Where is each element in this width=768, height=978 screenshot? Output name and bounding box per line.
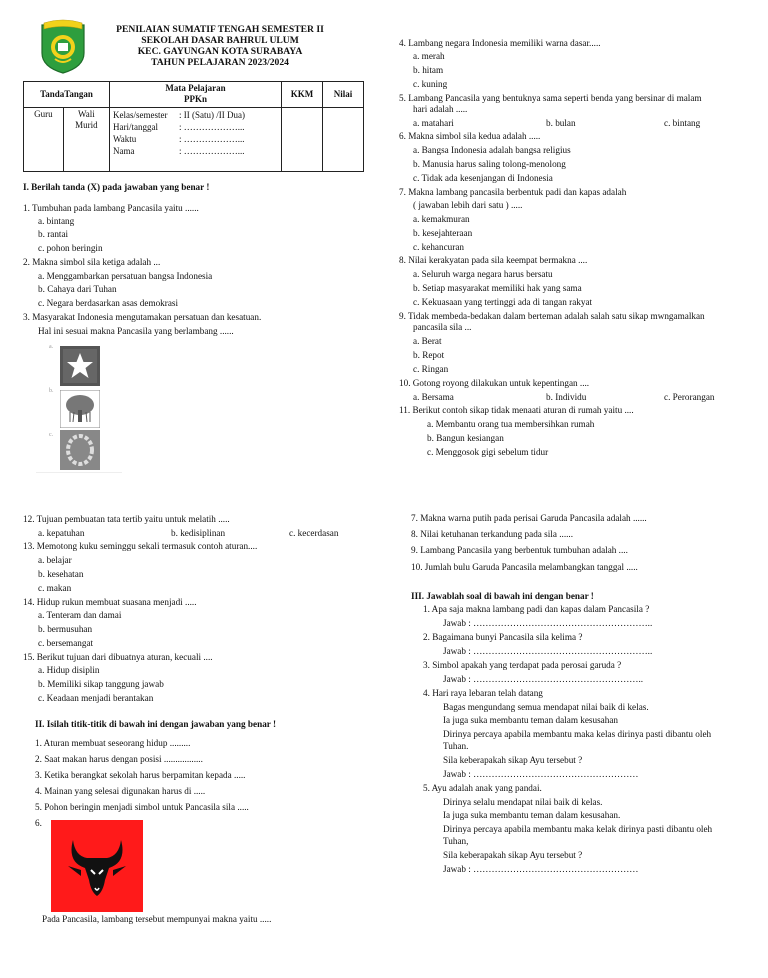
q2-option-c: c. Negara berdasarkan asas demokrasi bbox=[38, 298, 179, 308]
question-11: 11. Berikut contoh sikap tidak menaati aturan di rumah yaitu .... bbox=[399, 405, 634, 415]
s2-item-4: 4. Mainan yang selesai digunakan harus di ..... bbox=[35, 786, 206, 796]
q12-option-c: c. kecerdasan bbox=[289, 528, 339, 538]
question-7-line-2: ( jawaban lebih dari satu ) ..... bbox=[413, 200, 523, 210]
col-subject: Mata Pelajaran PPKn bbox=[110, 82, 282, 108]
row-date: Hari/tanggal : ………………... bbox=[113, 121, 245, 132]
s2-item-5: 5. Pohon beringin menjadi simbol untuk Pancasila sila ..... bbox=[35, 802, 249, 812]
chain-icon bbox=[60, 430, 100, 470]
q7-option-a: a. kemakmuran bbox=[413, 214, 470, 224]
q9-option-b: b. Repot bbox=[413, 350, 445, 360]
s3-q5-line-5: Tuhan, bbox=[443, 836, 469, 846]
cell-kkm-value bbox=[282, 107, 323, 171]
row-class: Kelas/semester : II (Satu) /II Dua) bbox=[113, 109, 245, 120]
q11-option-c: c. Menggosok gigi sebelum tidur bbox=[427, 447, 549, 457]
s3-q5-answer: Jawab : ……………………………………………… bbox=[443, 864, 639, 874]
q3-image-label-c: c. bbox=[49, 432, 54, 438]
q1-option-a: a. bintang bbox=[38, 216, 75, 226]
q11-option-a: a. Membantu orang tua membersihkan rumah bbox=[427, 419, 595, 429]
section-2-title: II. Isilah titik-titik di bawah ini dengan jawaban yang benar ! bbox=[35, 719, 277, 729]
question-7: 7. Makna lambang pancasila berbentuk padi dan kapas adalah bbox=[399, 187, 627, 197]
q12-option-a: a. kepatuhan bbox=[38, 528, 85, 538]
question-9-line-2: pancasila sila ... bbox=[413, 322, 472, 332]
cell-score-value bbox=[323, 107, 364, 171]
header-line-1: PENILAIAN SUMATIF TENGAH SEMESTER II bbox=[116, 24, 324, 35]
s3-q5-line-6: Sila keberapakah sikap Ayu tersebut ? bbox=[443, 850, 583, 860]
s3-q4-line-3: Ia juga suka membantu teman dalam kesusahan bbox=[443, 715, 619, 725]
q8-option-b: b. Setiap masyarakat memiliki hak yang sama bbox=[413, 283, 582, 293]
row-name: Nama : ………………... bbox=[113, 145, 245, 156]
s3-q5: 5. Ayu adalah anak yang pandai. bbox=[423, 783, 542, 793]
q10-option-c: c. Perorangan bbox=[664, 392, 715, 402]
question-4: 4. Lambang negara Indonesia memiliki warna dasar..... bbox=[399, 38, 601, 48]
question-5: 5. Lambang Pancasila yang bentuknya sama seperti benda yang bersinar di malam bbox=[399, 93, 702, 103]
cell-guru: Guru bbox=[24, 107, 64, 171]
q4-option-b: b. hitam bbox=[413, 65, 444, 75]
q13-option-b: b. kesehatan bbox=[38, 569, 84, 579]
question-1: 1. Tumbuhan pada lambang Pancasila yaitu ...... bbox=[23, 203, 199, 213]
question-8: 8. Nilai kerakyatan pada sila keempat bermakna .... bbox=[399, 255, 588, 265]
s3-q4: 4. Hari raya lebaran telah datang bbox=[423, 688, 543, 698]
q15-option-b: b. Memiliki sikap tanggung jawab bbox=[38, 679, 164, 689]
section-3-title: III. Jawablah soal di bawah ini dengan benar ! bbox=[411, 591, 594, 601]
s3-q5-line-2: Dirinya selalu mendapat nilai baik di kelas. bbox=[443, 797, 603, 807]
question-3-line-2: Hal ini sesuai makna Pancasila yang berlambang ...... bbox=[38, 326, 234, 336]
question-15: 15. Berikut tujuan dari dibuatnya aturan, kecuali .... bbox=[23, 652, 213, 662]
q15-option-c: c. Keadaan menjadi berantakan bbox=[38, 693, 154, 703]
q13-option-a: a. belajar bbox=[38, 555, 72, 565]
q8-option-a: a. Seluruh warga negara harus bersatu bbox=[413, 269, 553, 279]
s3-q3: 3. Simbol apakah yang terdapat pada perosai garuda ? bbox=[423, 660, 622, 670]
s2-item-1: 1. Aturan membuat seseorang hidup ......... bbox=[35, 738, 191, 748]
question-5-line-2: hari adalah ..... bbox=[413, 104, 468, 114]
cell-student-info bbox=[110, 107, 282, 171]
row-time: Waktu : ………………... bbox=[113, 133, 245, 144]
col-kkm: KKM bbox=[282, 82, 323, 108]
question-9: 9. Tidak membeda-bedakan dalam berteman adalah salah satu sikap mwngamalkan bbox=[399, 311, 705, 321]
question-6: 6. Makna simbol sila kedua adalah ..... bbox=[399, 131, 541, 141]
q14-option-c: c. bersemangat bbox=[38, 638, 94, 648]
col-signature: TandaTangan bbox=[24, 82, 110, 108]
s2-item-6-caption: Pada Pancasila, lambang tersebut mempunyai makna yaitu ..... bbox=[42, 914, 272, 924]
s3-q4-line-2: Bagas mengundang semua mendapat nilai baik di kelas. bbox=[443, 702, 649, 712]
s3-q4-line-4: Dirinya percaya apabila membantu maka kelas dirinya pasti dibantu oleh bbox=[443, 729, 712, 739]
q6-option-a: a. Bangsa Indonesia adalah bangsa religius bbox=[413, 145, 571, 155]
q3-image-label-b: b. bbox=[49, 388, 54, 394]
q6-option-c: c. Tidak ada kesenjangan di Indonesia bbox=[413, 173, 553, 183]
s3-q5-line-3: Ia juga suka membantu teman dalam kesusahan. bbox=[443, 810, 621, 820]
col-score: Nilai bbox=[323, 82, 364, 108]
s2-item-8: 8. Nilai ketuhanan terkandung pada sila ...... bbox=[411, 529, 574, 539]
q2-option-b: b. Cahaya dari Tuhan bbox=[38, 284, 117, 294]
q4-option-a: a. merah bbox=[413, 51, 445, 61]
s3-q4-line-5: Tuhan. bbox=[443, 741, 469, 751]
s3-q5-line-4: Dirinya percaya apabila membantu maka kelak dirinya pasti dibantu oleh bbox=[443, 824, 713, 834]
q15-option-a: a. Hidup disiplin bbox=[38, 665, 100, 675]
q5-option-c: c. bintang bbox=[664, 118, 701, 128]
question-14: 14. Hidup rukun membuat suasana menjadi ..... bbox=[23, 597, 197, 607]
q4-option-c: c. kuning bbox=[413, 79, 448, 89]
q1-option-b: b. rantai bbox=[38, 229, 69, 239]
question-2: 2. Makna simbol sila ketiga adalah ... bbox=[23, 257, 161, 267]
header-line-2: SEKOLAH DASAR BAHRUL ULUM bbox=[141, 35, 299, 47]
s2-item-10: 10. Jumlah bulu Garuda Pancasila melambangkan tanggal ..... bbox=[411, 562, 638, 572]
q9-option-c: c. Ringan bbox=[413, 364, 449, 374]
q7-option-c: c. kehancuran bbox=[413, 242, 465, 252]
section-1-title: I. Berilah tanda (X) pada jawaban yang benar ! bbox=[23, 182, 210, 192]
bull-head-icon bbox=[51, 820, 143, 912]
star-icon bbox=[60, 346, 100, 386]
q10-option-b: b. Individu bbox=[546, 392, 587, 402]
q6-option-b: b. Manusia harus saling tolong-menolong bbox=[413, 159, 566, 169]
q7-option-b: b. kesejahteraan bbox=[413, 228, 473, 238]
s3-q2: 2. Bagaimana bunyi Pancasila sila kelima ? bbox=[423, 632, 583, 642]
q14-option-b: b. bermusuhan bbox=[38, 624, 93, 634]
banyan-tree-icon bbox=[60, 390, 100, 428]
s2-item-7: 7. Makna warna putih pada perisai Garuda Pancasila adalah ...... bbox=[411, 513, 647, 523]
q12-option-b: b. kedisiplinan bbox=[171, 528, 226, 538]
q2-option-a: a. Menggambarkan persatuan bangsa Indonesia bbox=[38, 271, 213, 281]
s3-q1: 1. Apa saja makna lambang padi dan kapas dalam Pancasila ? bbox=[423, 604, 650, 614]
s2-item-2: 2. Saat makan harus dengan posisi ................. bbox=[35, 754, 203, 764]
q11-option-b: b. Bangun kesiangan bbox=[427, 433, 504, 443]
question-10: 10. Gotong royong dilakukan untuk kepentingan .... bbox=[399, 378, 590, 388]
q14-option-a: a. Tenteram dan damai bbox=[38, 610, 122, 620]
question-3: 3. Masyarakat Indonesia mengutamakan persatuan dan kesatuan. bbox=[23, 312, 262, 322]
q13-option-c: c. makan bbox=[38, 583, 72, 593]
question-12: 12. Tujuan pembuatan tata tertib yaitu untuk melatih ..... bbox=[23, 514, 230, 524]
s3-q3-answer: Jawab : ……………………………………………….. bbox=[443, 674, 644, 684]
q1-option-c: c. pohon beringin bbox=[38, 243, 103, 253]
cell-wali: Wali Murid bbox=[63, 107, 109, 171]
header-line-4: TAHUN PELAJARAN 2023/2024 bbox=[151, 57, 289, 69]
question-13: 13. Memotong kuku seminggu sekali termasuk contoh aturan.... bbox=[23, 541, 258, 551]
q3-image-group bbox=[36, 342, 122, 473]
s3-q4-line-6: Sila keberapakah sikap Ayu tersebut ? bbox=[443, 755, 583, 765]
q3-image-label-a: a. bbox=[49, 344, 54, 350]
school-logo bbox=[38, 19, 88, 75]
q5-option-b: b. bulan bbox=[546, 118, 576, 128]
q9-option-a: a. Berat bbox=[413, 336, 442, 346]
s2-item-9: 9. Lambang Pancasila yang berbentuk tumbuhan adalah .... bbox=[411, 545, 628, 555]
s2-item-3: 3. Ketika berangkat sekolah harus berpamitan kepada ..... bbox=[35, 770, 246, 780]
s3-q4-answer: Jawab : ……………………………………………… bbox=[443, 769, 639, 779]
s3-q2-answer: Jawab : ………………………………………………….. bbox=[443, 646, 653, 656]
s2-item-6: 6. bbox=[35, 818, 42, 828]
identity-table bbox=[23, 81, 364, 172]
q8-option-c: c. Kekuasaan yang tertinggi ada di tangan rakyat bbox=[413, 297, 593, 307]
q5-option-a: a. matahari bbox=[413, 118, 454, 128]
q10-option-a: a. Bersama bbox=[413, 392, 454, 402]
s3-q1-answer: Jawab : ………………………………………………….. bbox=[443, 618, 653, 628]
header-line-3: KEC. GAYUNGAN KOTA SURABAYA bbox=[137, 46, 303, 58]
